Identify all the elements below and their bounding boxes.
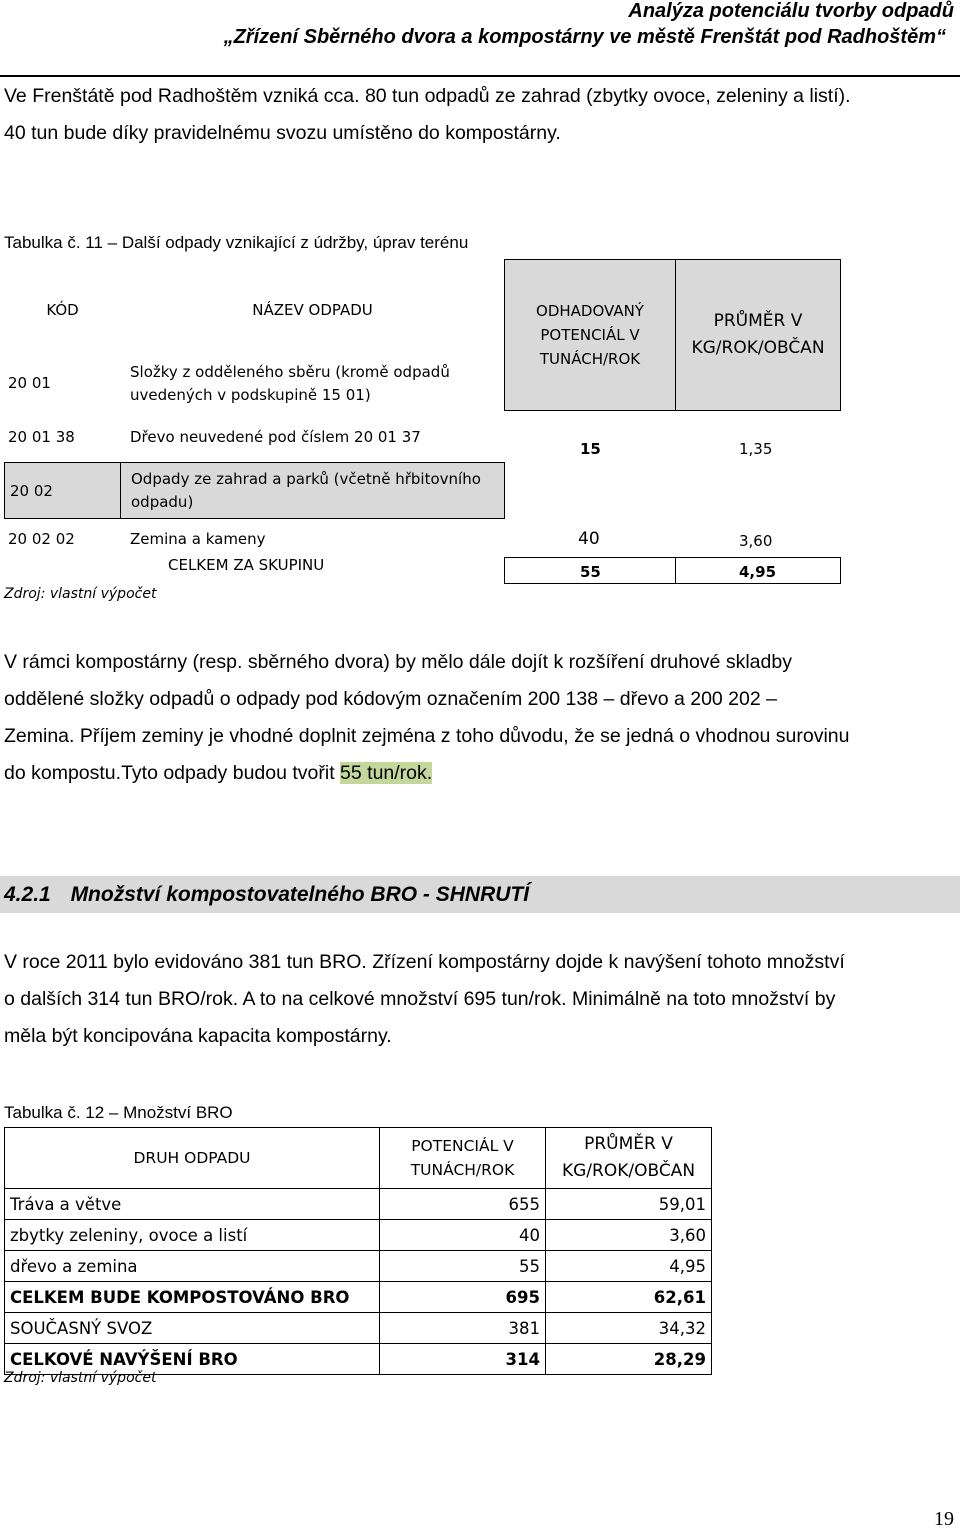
- table12-head-potential: POTENCIÁL V TUNÁCH/ROK: [380, 1128, 546, 1189]
- table12-cell-potential: 314: [380, 1344, 546, 1375]
- table12-cell-type: CELKEM BUDE KOMPOSTOVÁNO BRO: [5, 1282, 380, 1313]
- intro-line-2: 40 tun bude díky pravidelnému svozu umístěno do kompostárny.: [4, 122, 561, 144]
- intro-line-1: Ve Frenštátě pod Radhoštěm vzniká cca. 80 tun odpadů ze zahrad (zbytky ovoce, zeleniny a listí).: [4, 85, 851, 107]
- table11-row2-code: 20 02 02: [8, 530, 75, 548]
- para2-line-1: V rámci kompostárny (resp. sběrného dvora) by mělo dále dojít k rozšíření druhové skladby: [4, 651, 792, 673]
- table11-row1-potential: 15: [580, 440, 601, 458]
- table12-cell-avg: 34,32: [546, 1313, 712, 1344]
- para2-line-2: oddělené složky odpadů o odpady pod kódovým označením 200 138 – dřevo a 200 202 –: [4, 688, 777, 710]
- table12-cell-potential: 55: [380, 1251, 546, 1282]
- header-title: Analýza potenciálu tvorby odpadů: [628, 0, 954, 22]
- table-row: [5, 1251, 712, 1282]
- table12-cell-avg: 4,95: [546, 1251, 712, 1282]
- para2-line-4: [4, 755, 955, 792]
- page-number: 19: [934, 1508, 954, 1530]
- section-title: Množství kompostovatelného BRO - SHNRUTÍ: [70, 883, 530, 906]
- table12-cell-avg: 59,01: [546, 1189, 712, 1220]
- table11-row2-avg: 3,60: [739, 532, 773, 550]
- table11-row2-potential: 40: [578, 529, 600, 549]
- table12-caption: Tabulka č. 12 – Množství BRO: [4, 1103, 233, 1122]
- table12: [4, 1127, 712, 1375]
- table-row: [5, 1220, 712, 1251]
- table12-head-type: DRUH ODPADU: [5, 1128, 380, 1189]
- table11-head-avg: PRŮMĚR V KG/ROK/OBČAN: [675, 259, 841, 411]
- table-row: [5, 1313, 712, 1344]
- table12-cell-type: Tráva a větve: [5, 1189, 380, 1220]
- table12-cell-type: SOUČASNÝ SVOZ: [5, 1313, 380, 1344]
- table11-source: Zdroj: vlastní výpočet: [4, 586, 157, 602]
- para2-line-3: Zemina. Příjem zeminy je vhodné doplnit zejména z toho důvodu, že se jedná o vhodnou surovinu: [4, 725, 850, 747]
- table11-group1-code: 20 01: [8, 374, 51, 392]
- paragraph-expansion: [4, 644, 955, 792]
- paragraph-bro: [4, 944, 955, 1055]
- table11-row2-name: Zemina a kameny: [130, 530, 266, 548]
- table11-row1-code: 20 01 38: [8, 428, 75, 446]
- header-subtitle: „Zřízení Sběrného dvora a kompostárny ve městě Frenštát pod Radhoštěm“: [223, 26, 946, 48]
- para3-line-1: V roce 2011 bylo evidováno 381 tun BRO. Zřízení kompostárny dojde k navýšení tohoto množství: [4, 951, 845, 973]
- table11-total-avg-cell: [675, 557, 841, 584]
- table11-head-potential: ODHADOVANÝ POTENCIÁL V TUNÁCH/ROK: [504, 259, 676, 411]
- para3-line-2: o dalších 314 tun BRO/rok. A to na celkové množství 695 tun/rok. Minimálně na toto množství by: [4, 988, 836, 1010]
- table11-row1-avg: 1,35: [739, 440, 773, 458]
- table11-group1-name: Složky z odděleného sběru (kromě odpadů uvedených v podskupině 15 01): [130, 363, 450, 404]
- table12-head-avg: PRŮMĚR V KG/ROK/OBČAN: [546, 1128, 712, 1189]
- para3-line-3: měla být koncipována kapacita kompostárny.: [4, 1025, 392, 1047]
- para2-line-4-text: do kompostu.Tyto odpady budou tvořit: [4, 762, 341, 784]
- table11-total-potential-cell: [504, 557, 676, 584]
- section-number: 4.2.1: [4, 883, 51, 906]
- table-row: [5, 1282, 712, 1313]
- intro-paragraph: [4, 78, 954, 152]
- table12-cell-avg: 3,60: [546, 1220, 712, 1251]
- table12-header-row: [5, 1128, 712, 1189]
- table12-cell-avg: 28,29: [546, 1344, 712, 1375]
- table11-head-name: NÁZEV ODPADU: [252, 301, 373, 319]
- table12-cell-potential: 40: [380, 1220, 546, 1251]
- table11-row1-name: Dřevo neuvedené pod číslem 20 01 37: [130, 428, 421, 446]
- section-heading: [0, 876, 960, 913]
- table11-caption: Tabulka č. 11 – Další odpady vznikající z údržby, úprav terénu: [4, 233, 469, 252]
- table11-group2-code: 20 02: [4, 462, 121, 519]
- table12-cell-potential: 695: [380, 1282, 546, 1313]
- table11-head-code: KÓD: [46, 301, 79, 319]
- table12-cell-type: dřevo a zemina: [5, 1251, 380, 1282]
- para2-highlight: 55 tun/rok.: [340, 762, 433, 784]
- table12-cell-potential: 655: [380, 1189, 546, 1220]
- header-rule: [0, 75, 960, 77]
- table12-source: Zdroj: vlastní výpočet: [4, 1370, 157, 1386]
- table11-group2-name: Odpady ze zahrad a parků (včetně hřbitovního odpadu): [120, 462, 505, 519]
- table12-cell-potential: 381: [380, 1313, 546, 1344]
- table-row: [5, 1189, 712, 1220]
- table11-total-avg: 4,95: [739, 563, 777, 581]
- table11-total-potential: 55: [580, 563, 601, 581]
- table12-cell-type: zbytky zeleniny, ovoce a listí: [5, 1220, 380, 1251]
- table12-cell-avg: 62,61: [546, 1282, 712, 1313]
- table12-cell-type: CELKOVÉ NAVÝŠENÍ BRO: [5, 1344, 380, 1375]
- table11-total-label: CELKEM ZA SKUPINU: [168, 556, 325, 574]
